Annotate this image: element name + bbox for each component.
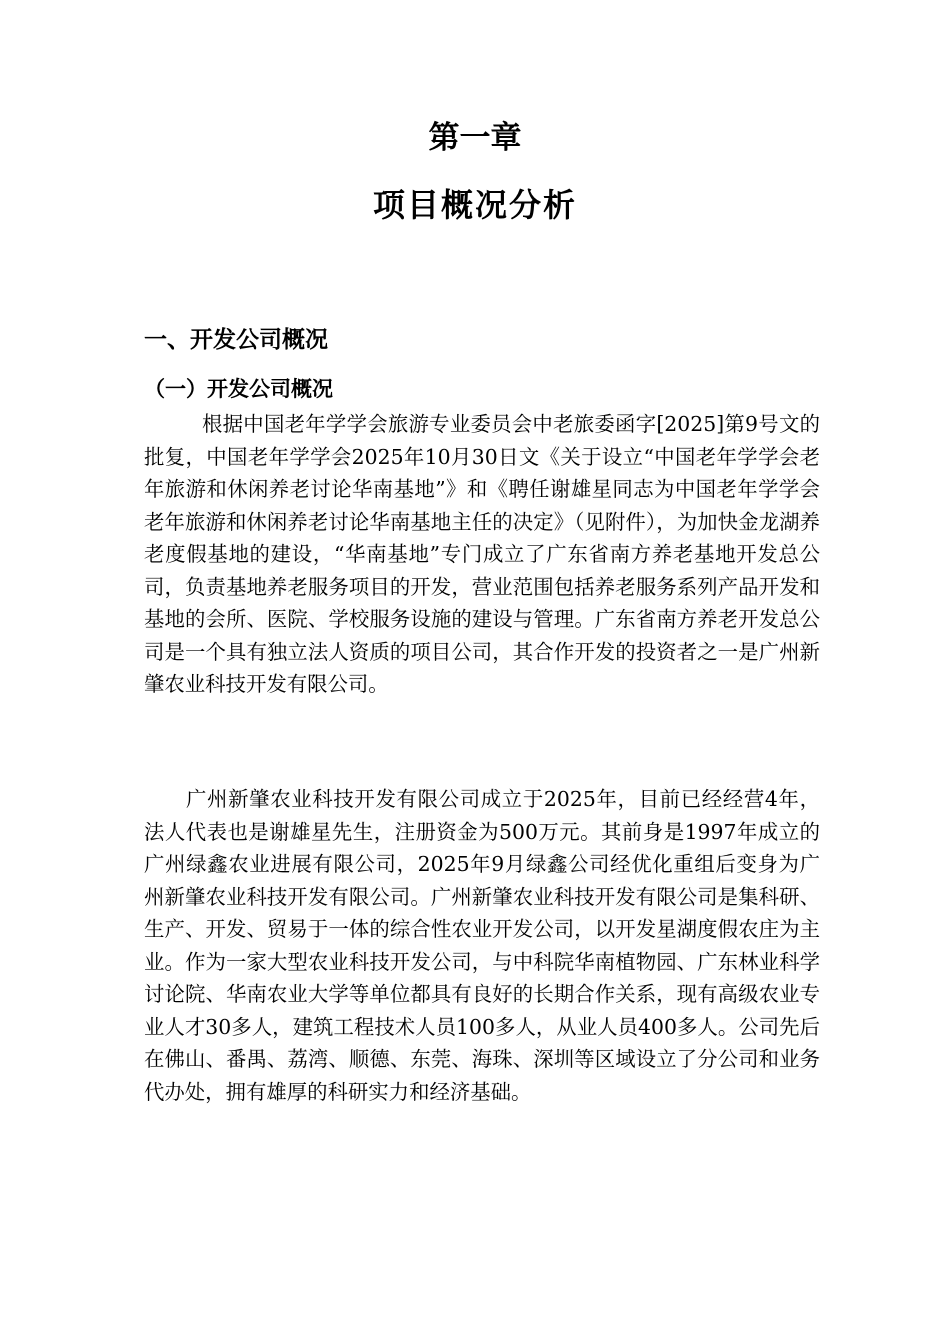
chapter-heading: 第一章 — [428, 120, 522, 156]
body-paragraph-2: 广州新肇农业科技开发有限公司成立于2025年，目前已经经营4年，法人代表也是谢雄星先生，注册资金为500万元。其前身是1997年成立的广州绿鑫农业进展有限公司，2025年9月绿鑫公司经优化重组后变身为广州新肇农业科技开发有限公司。广州新肇农业科技开发有限公司是集科研、生产、开发、贸易于一体的综合性农业开发公司，以开发星湖度假农庄为主业。作为一家大型农业科技开发公司，与中科院华南植物园、广东林业科学讨论院、华南农业大学等单位都具有良好的长期合作关系，现有高级农业专业人才30多人，建筑工程技术人员100多人，从业人员400多人。公司先后在佛山、番禺、荔湾、顺德、东莞、海珠、深圳等区域设立了分公司和业务代办处，拥有雄厚的科研实力和经济基础。 — [144, 787, 820, 1104]
body-paragraph-1: 根据中国老年学学会旅游专业委员会中老旅委函字[2025]第9号文的批复，中国老年学学会2025年10月30日文《关于设立“中国老年学学会老年旅游和休闲养老讨论华南基地”》和《聘任谢雄星同志为中国老年学学会老年旅游和休闲养老讨论华南基地主任的决定》（见附件），为加快金龙湖养老度假基地的建设，“华南基地”专门成立了广东省南方养老基地开发总公司，负责基地养老服务项目的开发，营业范围包括养老服务系列产品开发和基地的会所、医院、学校服务设施的建设与管理。广东省南方养老开发总公司是一个具有独立法人资质的项目公司，其合作开发的投资者之一是广州新肇农业科技开发有限公司。 — [144, 412, 820, 696]
chapter-title: 项目概况分析 — [372, 186, 577, 224]
section-heading: 一、开发公司概况 — [144, 327, 328, 353]
subsection-heading: （一）开发公司概况 — [144, 377, 333, 401]
